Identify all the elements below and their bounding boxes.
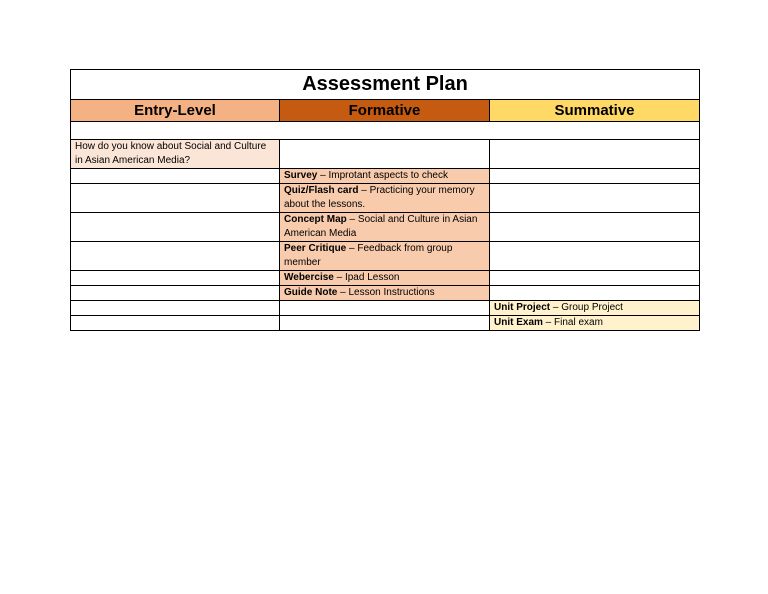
header-formative: Formative [280, 100, 490, 122]
empty-cell [71, 316, 280, 331]
formative-item-name: Guide Note [284, 287, 338, 298]
empty-cell [71, 301, 280, 316]
empty-cell [490, 140, 700, 169]
formative-item-desc: – Social and Culture in Asian American Media [284, 214, 478, 239]
formative-item-desc: – Practicing your memory about the lessons. [284, 185, 475, 210]
formative-item [280, 286, 490, 301]
formative-item-desc: – Ipad Lesson [333, 272, 400, 283]
formative-item-desc: – Lesson Instructions [337, 287, 435, 298]
formative-item [280, 271, 490, 286]
formative-item [280, 213, 490, 242]
empty-cell [71, 242, 280, 271]
formative-item-name: Quiz/Flash card [284, 185, 359, 196]
formative-item-desc: – Feedback from group member [284, 243, 453, 268]
empty-cell [280, 140, 490, 169]
spacer-row [71, 122, 700, 140]
summative-item [490, 301, 700, 316]
empty-cell [280, 316, 490, 331]
summative-item-desc: – Final exam [542, 317, 603, 328]
table-title: Assessment Plan [71, 70, 700, 100]
summative-item-name: Unit Project [494, 302, 551, 313]
empty-cell [490, 213, 700, 242]
entry-question-cell: How do you know about Social and Culture in Asian American Media? [71, 140, 280, 169]
empty-cell [71, 286, 280, 301]
empty-cell [490, 271, 700, 286]
empty-cell [71, 169, 280, 184]
assessment-plan-table [70, 69, 700, 331]
formative-item-desc: – Improtant aspects to check [317, 170, 448, 181]
empty-cell [490, 286, 700, 301]
formative-item-name: Survey [284, 170, 318, 181]
formative-item-name: Concept Map [284, 214, 347, 225]
empty-cell [71, 271, 280, 286]
formative-item [280, 169, 490, 184]
formative-item [280, 184, 490, 213]
header-entry-level: Entry-Level [71, 100, 280, 122]
formative-item-name: Webercise [284, 272, 334, 283]
formative-item [280, 242, 490, 271]
summative-item-desc: – Group Project [550, 302, 623, 313]
empty-cell [71, 184, 280, 213]
summative-item-name: Unit Exam [494, 317, 543, 328]
header-summative: Summative [490, 100, 700, 122]
empty-cell [490, 169, 700, 184]
empty-cell [71, 213, 280, 242]
empty-cell [490, 242, 700, 271]
formative-item-name: Peer Critique [284, 243, 347, 254]
empty-cell [280, 301, 490, 316]
summative-item [490, 316, 700, 331]
empty-cell [490, 184, 700, 213]
